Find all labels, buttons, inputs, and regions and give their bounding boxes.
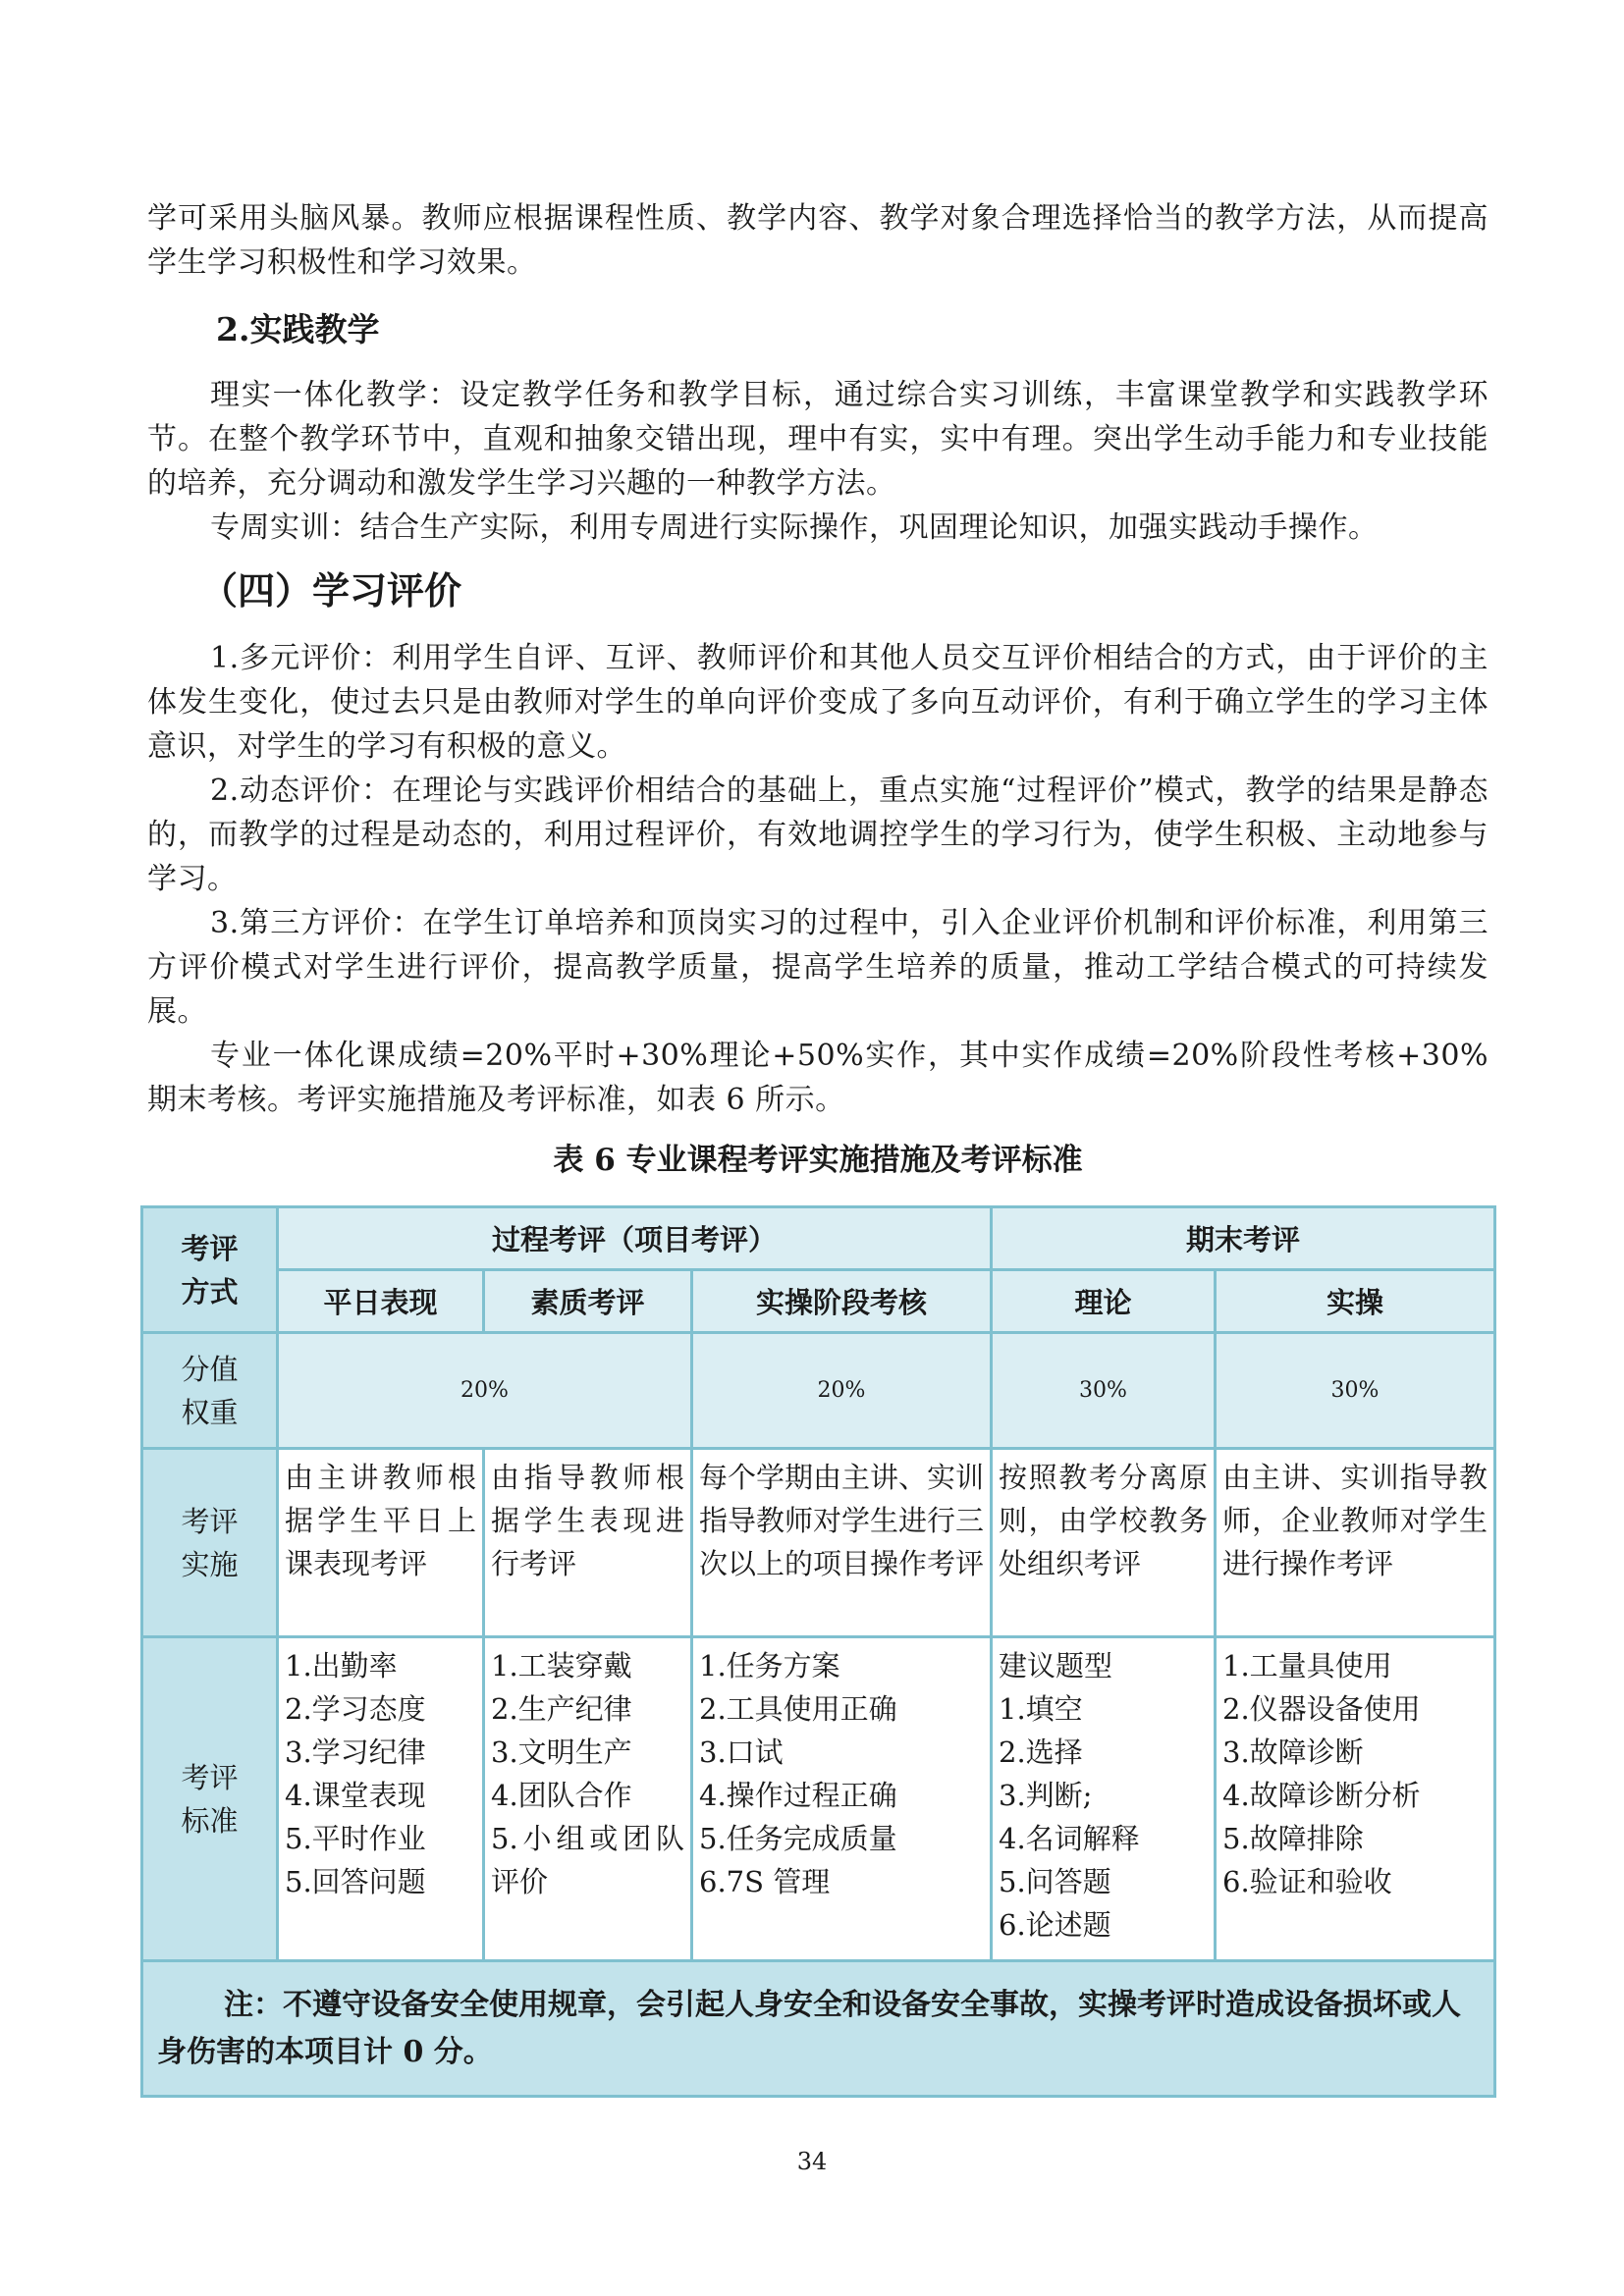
- list-item: 5.小组或团队评价: [491, 1822, 684, 1898]
- list-item: 3.口试: [699, 1735, 784, 1769]
- impl-label-line2: 实施: [181, 1547, 239, 1581]
- header-daily-performance: 平日表现: [278, 1270, 484, 1333]
- header-quality-evaluation: 素质考评: [484, 1270, 692, 1333]
- heading-learning-evaluation: （四）学习评价: [200, 568, 462, 613]
- list-item: 2.选择: [999, 1735, 1083, 1769]
- paragraph-intro: 学可采用头脑风暴。教师应根据课程性质、教学内容、教学对象合理选择恰当的教学方法，从而提高学生学习积极性和学习效果。: [147, 201, 1489, 280]
- corner-label-cell: [142, 1207, 278, 1333]
- weight-practical-operation: 30%: [1216, 1333, 1495, 1449]
- weight-daily-quality: 20%: [278, 1333, 692, 1449]
- weight-label-line1: 分值: [181, 1352, 239, 1386]
- list-item: 4.操作过程正确: [699, 1779, 897, 1812]
- impl-daily: 由主讲教师根据学生平日上课表现考评: [278, 1449, 484, 1637]
- list-item: 4.名词解释: [999, 1822, 1140, 1855]
- table-caption: 表 6 专业课程考评实施措施及考评标准: [553, 1143, 1083, 1178]
- paragraph-score-formula: 专业一体化课成绩=20%平时+30%理论+50%实作，其中实作成绩=20%阶段性考核+30% 期末考核。考评实施措施及考评标准，如表 6 所示。: [147, 1039, 1489, 1117]
- list-item: 1.工量具使用: [1222, 1649, 1392, 1682]
- list-item: 6.论述题: [999, 1908, 1111, 1942]
- header-practical-operation: 实操: [1216, 1270, 1495, 1333]
- impl-quality: 由指导教师根据学生表现进行考评: [484, 1449, 692, 1637]
- std-theory: [992, 1637, 1216, 1961]
- paragraph-integrated-teaching: 理实一体化教学：设定教学任务和教学目标，通过综合实习训练，丰富课堂教学和实践教学环节。在整个教学环节中，直观和抽象交错出现，理中有实，实中有理。突出学生动手能力和专业技能的培养，充分调动和激发学生学习兴趣的一种教学方法。: [147, 378, 1489, 501]
- header-theory: 理论: [992, 1270, 1216, 1333]
- paragraph-dynamic-evaluation: 2.动态评价：在理论与实践评价相结合的基础上，重点实施“过程评价”模式，教学的结果是静态的，而教学的过程是动态的，利用过程评价，有效地调控学生的学习行为，使学生积极、主动地参与学习。: [147, 774, 1489, 896]
- list-item: 2.生产纪律: [491, 1692, 632, 1726]
- table-note: 注：不遵守设备安全使用规章，会引起人身安全和设备安全事故，实操考评时造成设备损坏或人身伤害的本项目计 0 分。: [142, 1961, 1495, 2097]
- heading-practice-teaching: 2.实践教学: [216, 310, 380, 348]
- paragraph-multi-evaluation: 1.多元评价：利用学生自评、互评、教师评价和其他人员交互评价相结合的方式，由于评价的主体发生变化，使过去只是由教师对学生的单向评价变成了多向互动评价，有利于确立学生的学习主体意识，对学生的学习有积极的意义。: [147, 641, 1489, 764]
- weight-theory: 30%: [992, 1333, 1216, 1449]
- list-item: 2.学习态度: [285, 1692, 426, 1726]
- list-item: 3.文明生产: [491, 1735, 632, 1769]
- list-item: 2.工具使用正确: [699, 1692, 897, 1726]
- list-item: 6.验证和验收: [1222, 1865, 1392, 1898]
- list-item: 5.平时作业: [285, 1822, 426, 1855]
- list-item: 1.出勤率: [285, 1649, 398, 1682]
- list-item: 1.任务方案: [699, 1649, 840, 1682]
- impl-practical-stage: 每个学期由主讲、实训指导教师对学生进行三次以上的项目操作考评: [692, 1449, 992, 1637]
- list-item: 3.判断;: [999, 1779, 1093, 1812]
- row-label-weight: [142, 1333, 278, 1449]
- weight-label-line2: 权重: [181, 1395, 239, 1429]
- weight-practical-stage: 20%: [692, 1333, 992, 1449]
- list-item: 6.7S 管理: [699, 1865, 831, 1898]
- list-item: 1.工装穿戴: [491, 1649, 632, 1682]
- std-quality: [484, 1637, 692, 1961]
- header-process-evaluation: 过程考评（项目考评）: [278, 1207, 992, 1270]
- list-item: 4.团队合作: [491, 1779, 632, 1812]
- list-item: 5.回答问题: [285, 1865, 426, 1898]
- list-item: 1.填空: [999, 1692, 1083, 1726]
- list-item: 3.故障诊断: [1222, 1735, 1364, 1769]
- evaluation-table: [140, 1205, 1496, 2098]
- std-label-line1: 考评: [181, 1760, 239, 1794]
- paragraph-third-party-evaluation: 3.第三方评价：在学生订单培养和顶岗实习的过程中，引入企业评价机制和评价标准，利用第三方评价模式对学生进行评价，提高教学质量，提高学生培养的质量，推动工学结合模式的可持续发展。: [147, 906, 1489, 1029]
- paragraph-weekly-training: 专周实训：结合生产实际，利用专周进行实际操作，巩固理论知识，加强实践动手操作。: [210, 510, 1379, 545]
- std-practical-stage: [692, 1637, 992, 1961]
- list-item: 5.问答题: [999, 1865, 1111, 1898]
- list-item: 4.课堂表现: [285, 1779, 426, 1812]
- list-item: 4.故障诊断分析: [1222, 1779, 1421, 1812]
- std-daily: [278, 1637, 484, 1961]
- impl-label-line1: 考评: [181, 1504, 239, 1538]
- impl-theory: 按照教考分离原则，由学校教务处组织考评: [992, 1449, 1216, 1637]
- row-label-implementation: [142, 1449, 278, 1637]
- list-item: 5.任务完成质量: [699, 1822, 897, 1855]
- impl-practical-operation: 由主讲、实训指导教师，企业教师对学生进行操作考评: [1216, 1449, 1495, 1637]
- list-item: 2.仪器设备使用: [1222, 1692, 1421, 1726]
- corner-label-line2: 方式: [181, 1274, 239, 1308]
- corner-label-line1: 考评: [181, 1231, 239, 1265]
- std-practical-operation: [1216, 1637, 1495, 1961]
- page-number: 34: [796, 2148, 828, 2175]
- list-item: 3.学习纪律: [285, 1735, 426, 1769]
- std-label-line2: 标准: [181, 1803, 239, 1838]
- header-final-evaluation: 期末考评: [992, 1207, 1495, 1270]
- list-item: 5.故障排除: [1222, 1822, 1364, 1855]
- row-label-standard: [142, 1637, 278, 1961]
- header-practical-stage: 实操阶段考核: [692, 1270, 992, 1333]
- list-item: 建议题型: [999, 1649, 1113, 1682]
